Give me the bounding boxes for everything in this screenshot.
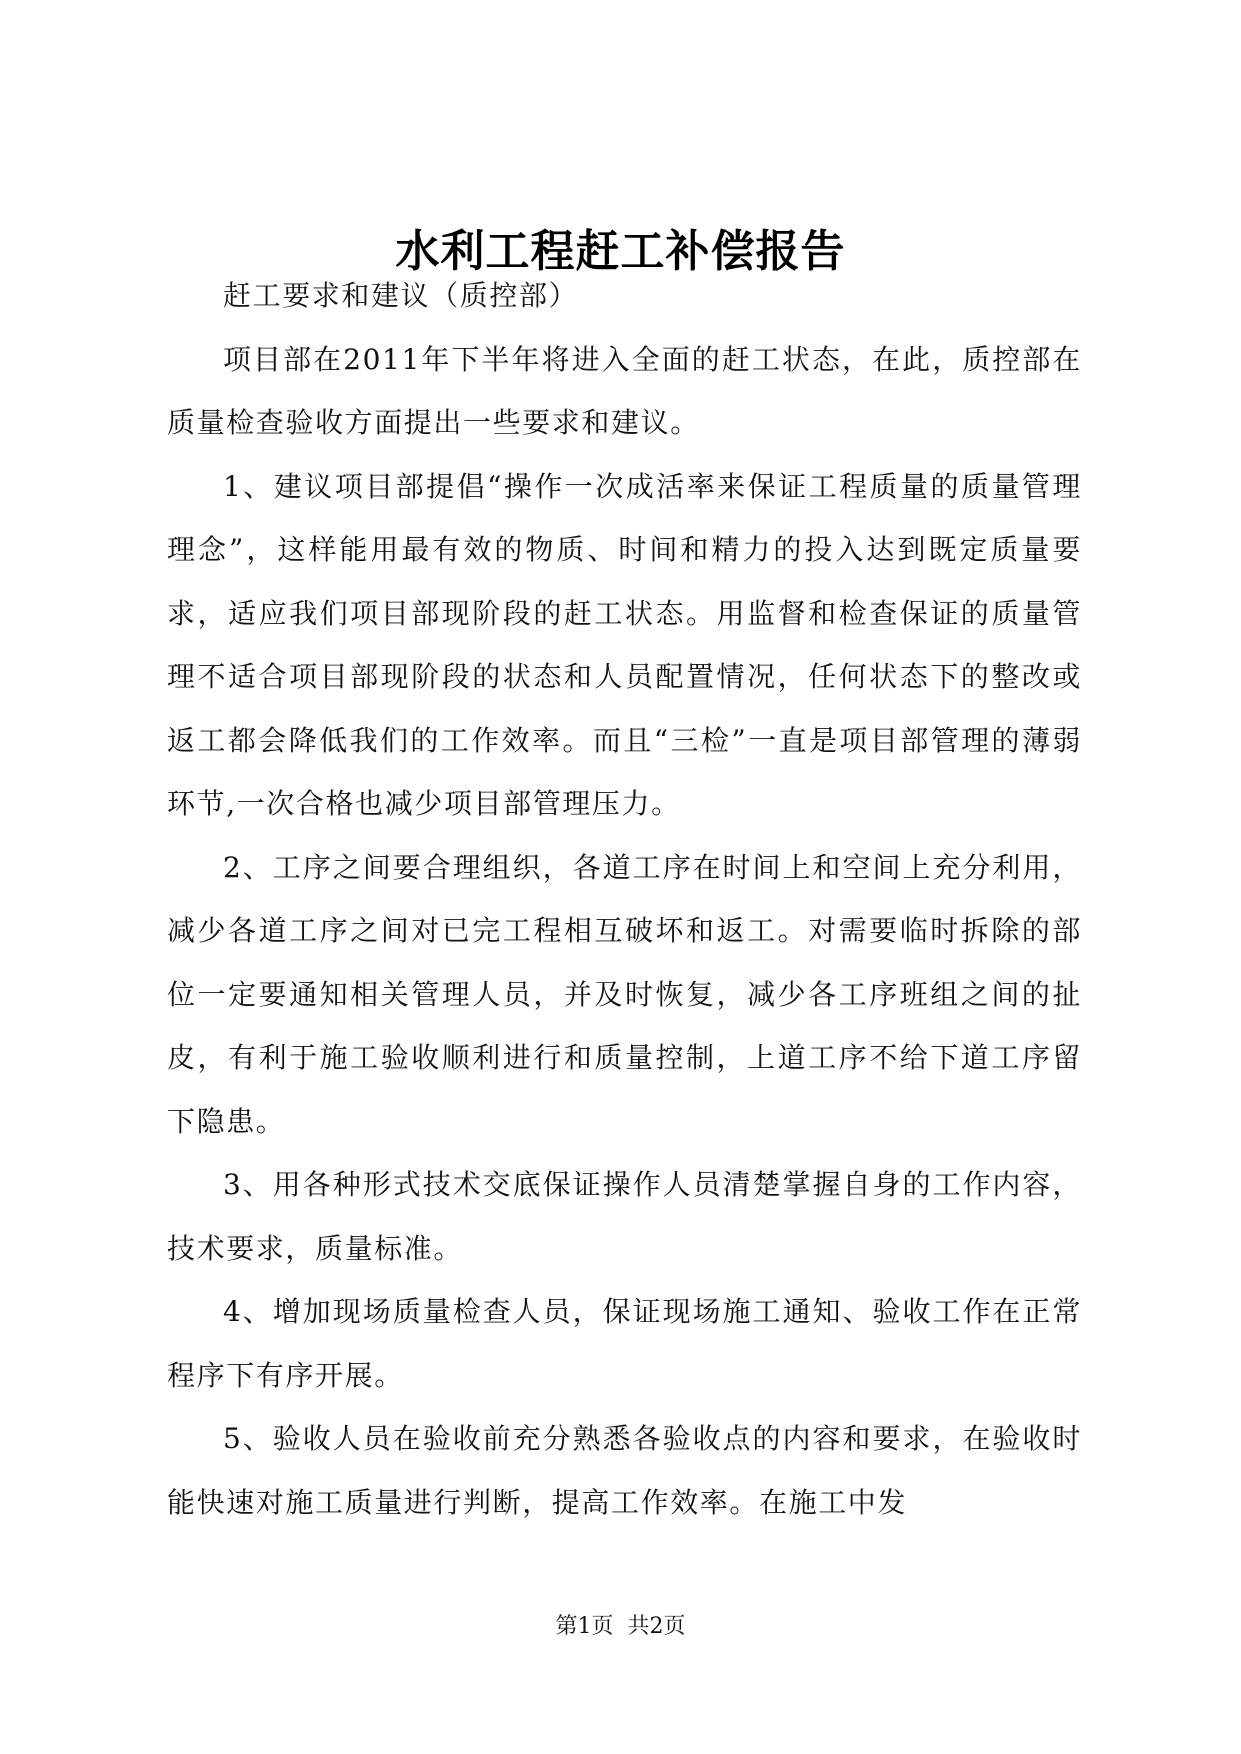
page-total: 共2页 — [627, 1614, 686, 1639]
paragraph-item-4: 4、增加现场质量检查人员，保证现场施工通知、验收工作在正常程序下有序开展。 — [167, 1295, 1082, 1392]
page-number: 第1页 — [555, 1614, 614, 1639]
paragraph-item-3: 3、用各种形式技术交底保证操作人员清楚掌握自身的工作内容，技术要求，质量标准。 — [167, 1168, 1082, 1265]
document-title: 水利工程赶工补偿报告 — [395, 226, 846, 277]
paragraph-item-1: 1、建议项目部提倡“操作一次成活率来保证工程质量的质量管理理念”，这样能用最有效的物质、时间和精力的投入达到既定质量要求，适应我们项目部现阶段的赶工状态。用监督和检查保证的质量管理不适合项目部现阶段的状态和人员配置情况，任何状态下的整改或返工都会降低我们的工作效率。而且“三检”一直是项目部管理的薄弱环节,一次合格也减少项目部管理压力。 — [167, 469, 1082, 820]
paragraph-item-2: 2、工序之间要合理组织，各道工序在时间上和空间上充分利用，减少各道工序之间对已完工程相互破坏和返工。对需要临时拆除的部位一定要通知相关管理人员，并及时恢复，减少各工序班组之间的扯皮，有利于施工验收顺利进行和质量控制，上道工序不给下道工序留下隐患。 — [167, 850, 1082, 1138]
page-footer — [0, 1612, 1241, 1642]
section-heading: 赶工要求和建议（质控部） — [223, 279, 579, 312]
intro-paragraph: 项目部在2011年下半年将进入全面的赶工状态，在此，质控部在质量检查验收方面提出一些要求和建议。 — [167, 342, 1082, 439]
paragraph-item-5: 5、验收人员在验收前充分熟悉各验收点的内容和要求，在验收时能快速对施工质量进行判断，提高工作效率。在施工中发 — [167, 1422, 1082, 1519]
document-body — [167, 264, 1082, 1534]
